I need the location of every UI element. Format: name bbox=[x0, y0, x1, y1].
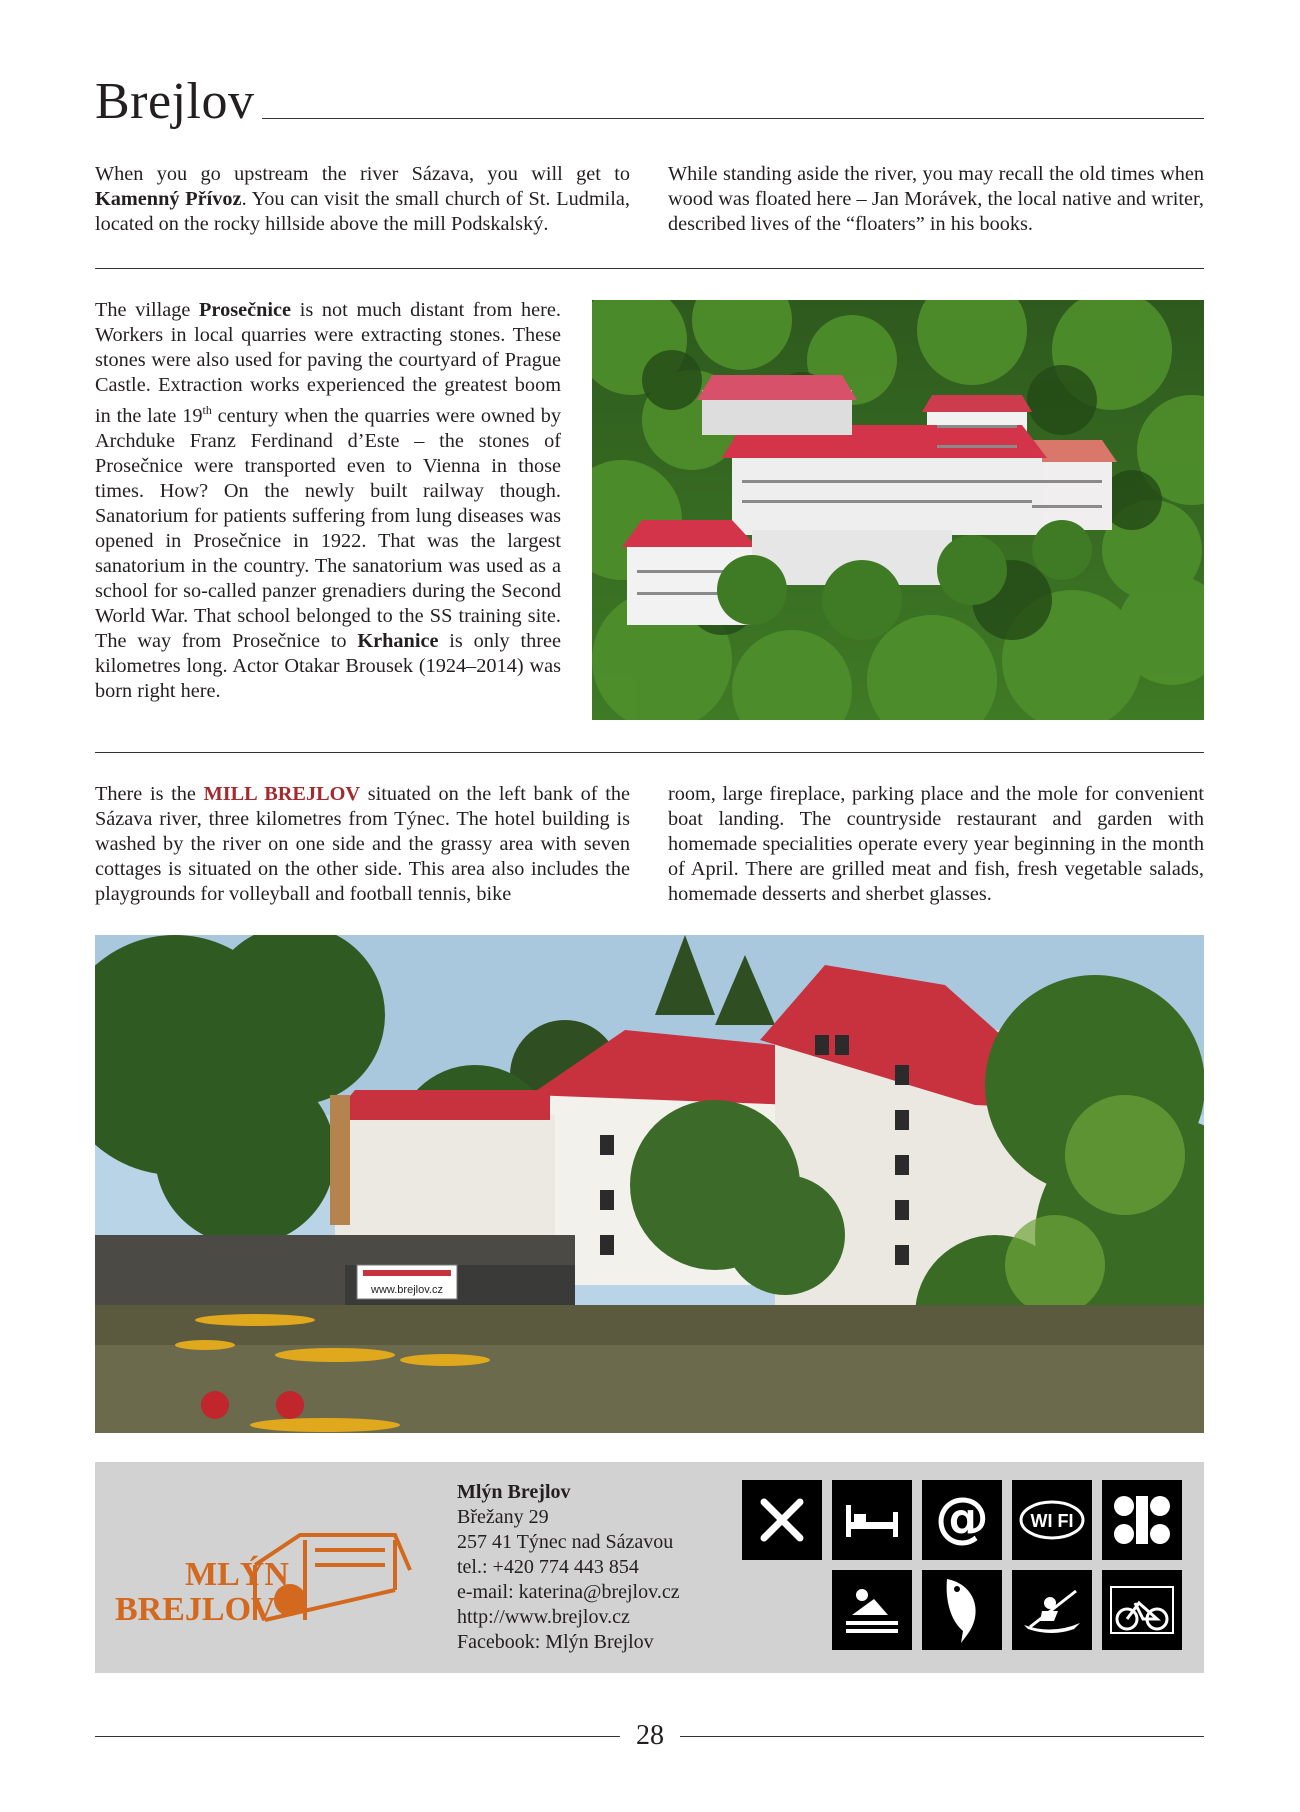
page-title: Brejlov bbox=[95, 73, 255, 130]
wifi-icon bbox=[1012, 1480, 1092, 1560]
swimming-icon bbox=[832, 1570, 912, 1650]
logo-line-1: MLÝN bbox=[185, 1556, 289, 1593]
section-divider bbox=[95, 752, 1204, 753]
text-run: While standing aside the river, you may recall the old times when wood was floated here – Jan Morávek, the local native and writer, described lives of the “floaters” in his books. bbox=[668, 163, 1204, 235]
contact-email[interactable]: e-mail: katerina@brejlov.cz bbox=[457, 1581, 680, 1603]
wifi-label: WI FI bbox=[1030, 1511, 1074, 1531]
prosecnice-paragraph bbox=[95, 298, 561, 704]
superscript: th bbox=[202, 403, 212, 417]
text-run: is only three kilometres long. Actor Otakar Brousek (1924–2014) was born right here. bbox=[95, 629, 561, 702]
text-run: . You can visit the small church of St. Ludmila, located on the rocky hillside above the mill Podskalský. bbox=[95, 188, 631, 235]
bed-icon bbox=[832, 1480, 912, 1560]
section-divider bbox=[95, 268, 1204, 269]
bold-term: Prosečnice bbox=[199, 299, 292, 321]
contact-phone: tel.: +420 774 443 854 bbox=[457, 1556, 639, 1578]
svg-text:@: @ bbox=[935, 1490, 989, 1549]
logo-line-2: BREJLOV bbox=[115, 1591, 276, 1628]
text-run: situated on the left bank of the Sázava river, three kilometres from Týnec. The hotel building is washed by the river on one side and the grassy area with seven cottages is situated on the other side. This area also includes the playgrounds for volleyball and football tennis, bike bbox=[95, 783, 630, 905]
text-run: is not much distant from here. Workers in local quarries were extracting stones. These stones were also used for paving the courtyard of Prague Castle. Extraction works experienced the greatest boom in the late 19 bbox=[95, 299, 561, 427]
banner-text: www.brejlov.cz bbox=[371, 1284, 443, 1296]
text-run: When you go upstream the river Sázava, you will get to bbox=[95, 163, 630, 185]
page-number: 28 bbox=[636, 1720, 664, 1751]
bold-term: Krhanice bbox=[357, 629, 439, 652]
contact-city: 257 41 Týnec nad Sázavou bbox=[457, 1531, 674, 1553]
text-run: The village bbox=[95, 299, 200, 321]
footer-rule-right bbox=[680, 1736, 1204, 1737]
text-run: century when the quarries were owned by Archduke Franz Ferdinand d’Este – the stones of Prosečnice were transported even to Vienna in those times. How? On the newly built railway though. Sanatorium for patients suffering from lung diseases was opened in Prosečnice in 1922. That was the largest sanatorium in the country. The sanatorium was used as a school for so-called panzer grenadiers during the Second World War. That school belonged to the SS training site. The way from Prosečnice to bbox=[95, 404, 561, 652]
mill-left-paragraph bbox=[95, 782, 630, 907]
mill-logo bbox=[115, 1530, 415, 1630]
text-run: room, large fireplace, parking place and the mole for convenient boat landing. The countryside restaurant and garden with homemade specialities operate every year beginning in the month of April. There are grilled meat and fish, fresh vegetable salads, homemade desserts and sherbet glasses. bbox=[668, 783, 1204, 905]
intro-right-paragraph bbox=[668, 162, 1204, 237]
bicycle-icon bbox=[1102, 1570, 1182, 1650]
text-run: There is the bbox=[95, 783, 204, 805]
contact-facebook[interactable]: Facebook: Mlýn Brejlov bbox=[457, 1631, 654, 1653]
playground-icon bbox=[1102, 1480, 1182, 1560]
intro-left-paragraph bbox=[95, 162, 630, 237]
contact-details bbox=[457, 1480, 680, 1655]
contact-website[interactable]: http://www.brejlov.cz bbox=[457, 1606, 630, 1628]
contact-street: Břežany 29 bbox=[457, 1506, 549, 1528]
title-rule bbox=[262, 118, 1204, 119]
fork-knife-icon bbox=[742, 1480, 822, 1560]
contact-name: Mlýn Brejlov bbox=[457, 1481, 571, 1503]
at-sign-icon bbox=[922, 1480, 1002, 1560]
canoe-icon bbox=[1012, 1570, 1092, 1650]
bold-term: Kamenný Přívoz bbox=[95, 188, 242, 210]
mill-photo bbox=[95, 935, 1204, 1433]
sanatorium-photo bbox=[592, 300, 1204, 720]
fish-icon bbox=[922, 1570, 1002, 1650]
highlight-term: MILL BREJLOV bbox=[203, 783, 361, 805]
footer-rule-left bbox=[95, 1736, 620, 1737]
mill-right-paragraph bbox=[668, 782, 1204, 907]
